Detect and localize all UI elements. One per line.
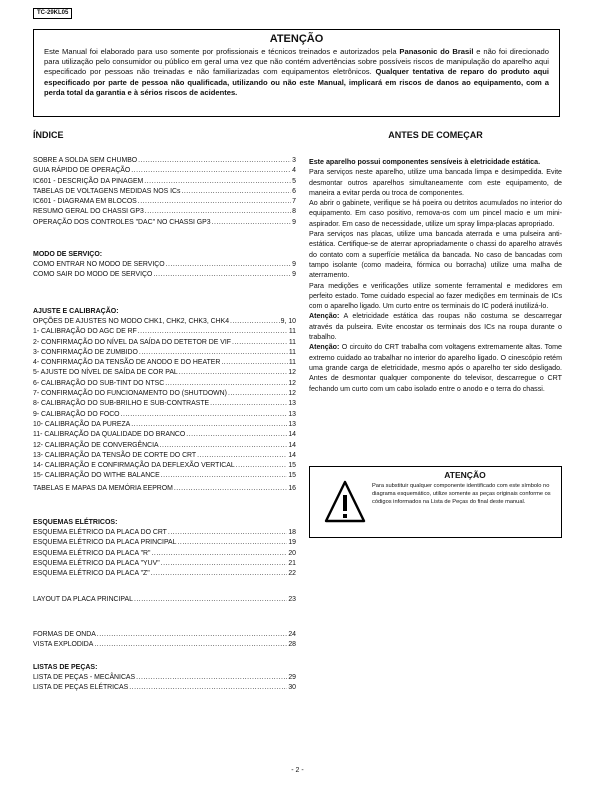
- warning-bold: Qualquer tentativa de reparo do produto aqui especificado por parte de pessoa não qualificada, utilizando ou não este Manual, implicará em riscos de danos ao equipamento, com a perda total da garantia e à sérios riscos de acidentes.: [44, 67, 550, 97]
- toc-group-general: [33, 156, 296, 228]
- toc-entry: [33, 420, 296, 430]
- toc-entry-title: 12- CALIBRAÇÃO DE CONVERGÊNCIA: [33, 441, 159, 449]
- toc-entry: [33, 187, 296, 197]
- toc-leader-dots: [161, 559, 288, 569]
- toc-entry-page: 11: [288, 328, 296, 336]
- toc-entry-page: 24: [288, 631, 296, 638]
- toc-entry-title: TABELAS DE VOLTAGENS MEDIDAS NOS ICs: [33, 187, 181, 195]
- toc-entry: [33, 471, 296, 481]
- toc-entry-page: 11: [288, 359, 296, 367]
- toc-entry-title: RESUMO GERAL DO CHASSI GP3: [33, 208, 144, 216]
- toc-entry: [33, 270, 296, 280]
- toc-heading-parts: LISTAS DE PEÇAS:: [33, 664, 98, 671]
- toc-leader-dots: [186, 430, 287, 440]
- toc-entry-title: ESQUEMA ELÉTRICO DA PLACA "YUV": [33, 559, 160, 567]
- toc-leader-dots: [153, 270, 291, 280]
- toc-entry-title: ESQUEMA ELÉTRICO DA PLACA "R": [33, 549, 151, 557]
- toc-leader-dots: [144, 177, 291, 187]
- antes-paragraph-1: Para serviços neste aparelho, utilize uma bancada limpa e desimpedida. Evite desmontar outros aparelhos simultaneamente com este equipamento, de maneira a evitar perda ou troca de componentes.: [309, 168, 562, 197]
- toc-entry-page: 4: [292, 167, 296, 175]
- index-title: ÍNDICE: [33, 130, 64, 140]
- toc-entry-page: 29: [288, 674, 296, 681]
- antes-paragraph-3: Para serviços nas placas, utilize uma bancada aterrada e uma pulseira anti-estática. Certifique-se de aterrar apropriadamente o chassi do aparelho através do contato com a superfície metálica da bancada. No caso de bancadas com tampo isolante (como madeira, fórmica ou borracha) utilize uma malha de aterramento.: [309, 230, 562, 280]
- toc-entry: [33, 207, 296, 217]
- toc-entry-title: 11- CALIBRAÇÃO DA QUALIDADE DO BRANCO: [33, 431, 186, 439]
- toc-entry: [33, 484, 296, 494]
- toc-entry-title: 15- CALIBRAÇÃO DO WITHE BALANCE: [33, 472, 160, 480]
- toc-leader-dots: [221, 358, 287, 368]
- toc-entry-title: 2- CONFIRMAÇÃO DO NÍVEL DA SAÍDA DO DETETOR DE VIF: [33, 338, 231, 346]
- toc-leader-dots: [168, 528, 287, 538]
- toc-group-tables: [33, 484, 296, 494]
- toc-leader-dots: [151, 569, 288, 579]
- toc-entry-page: 11: [288, 348, 296, 356]
- toc-entry-page: 28: [288, 641, 296, 649]
- toc-entry-page: 15: [288, 462, 296, 470]
- toc-entry-page: 7: [292, 198, 296, 206]
- toc-entry-title: VISTA EXPLODIDA: [33, 641, 94, 649]
- toc-leader-dots: [174, 484, 287, 494]
- toc-entry-title: IC601 - DESCRIÇÃO DA PINAGEM: [33, 177, 144, 185]
- toc-leader-dots: [94, 640, 287, 650]
- toc-entry-title: 3- CONFIRMAÇÃO DE ZUMBIDO: [33, 348, 138, 356]
- toc-entry: [33, 177, 296, 187]
- toc-entry: [33, 399, 296, 409]
- antes-label-5: Atenção:: [309, 312, 340, 321]
- toc-leader-dots: [138, 327, 288, 337]
- toc-heading-schematics: ESQUEMAS ELÉTRICOS:: [33, 519, 118, 526]
- toc-entry-page: 13: [288, 420, 296, 428]
- toc-entry-page: 16: [288, 485, 296, 492]
- toc-group-service: [33, 250, 296, 281]
- toc-entry-title: COMO ENTRAR NO MODO DE SERVIÇO: [33, 261, 165, 268]
- toc-entry-page: 9: [292, 271, 296, 279]
- toc-entry-page: 30: [288, 684, 296, 692]
- page-number: - 2 -: [291, 767, 304, 774]
- toc-leader-dots: [145, 207, 291, 217]
- toc-entry-title: 1- CALIBRAÇÃO DO AGC DE RF: [33, 328, 137, 336]
- toc-entry: [33, 559, 296, 569]
- warning-brand: Panasonic do Brasil: [399, 47, 474, 56]
- toc-entry-page: 11: [288, 338, 296, 346]
- toc-entry-page: 15: [288, 472, 296, 480]
- toc-entry: [33, 358, 296, 368]
- antes-label-6: Atenção:: [309, 343, 340, 352]
- toc-heading-service: MODO DE SERVIÇO:: [33, 251, 103, 258]
- toc-entry-title: ESQUEMA ELÉTRICO DA PLACA DO CRT: [33, 529, 167, 536]
- toc-entry-title: LISTA DE PEÇAS ELÉTRICAS: [33, 684, 129, 692]
- toc-entry-page: 14: [288, 431, 296, 439]
- toc-entry-page: 3: [292, 157, 296, 164]
- toc-entry-title: IC601 - DIAGRAMA EM BLOCOS: [33, 198, 137, 206]
- toc-entry-title: ESQUEMA ELÉTRICO DA PLACA "Z": [33, 570, 150, 578]
- toc-group-adjust: [33, 307, 296, 482]
- toc-entry: [33, 673, 296, 683]
- toc-entry-title: 4- CONFIRMAÇÃO DA TENSÃO DE ANODO E DO HEATER: [33, 359, 221, 367]
- toc-entry-page: 13: [288, 400, 296, 408]
- toc-entry: [33, 569, 296, 579]
- toc-entry-page: 9: [292, 218, 296, 226]
- toc-leader-dots: [129, 683, 287, 693]
- toc-entry-title: 5- AJUSTE DO NÍVEL DE SAÍDA DE COR PAL: [33, 369, 178, 377]
- toc-entry-title: TABELAS E MAPAS DA MEMÓRIA EEPROM: [33, 485, 173, 492]
- toc-entry-title: OPERAÇÃO DOS CONTROLES "DAC" NO CHASSI GP3: [33, 218, 211, 226]
- toc-leader-dots: [121, 410, 288, 420]
- toc-entry-title: 9- CALIBRAÇÃO DO FOCO: [33, 410, 120, 418]
- toc-entry-title: COMO SAIR DO MODO DE SERVIÇO: [33, 271, 153, 279]
- toc-entry-title: 10- CALIBRAÇÃO DA PUREZA: [33, 420, 131, 428]
- toc-entry-page: 23: [288, 596, 296, 603]
- toc-entry: [33, 368, 296, 378]
- index-column: [33, 130, 296, 692]
- toc-entry: [33, 410, 296, 420]
- toc-leader-dots: [160, 441, 288, 451]
- toc-entry: [33, 348, 296, 358]
- toc-entry: [33, 549, 296, 559]
- toc-entry: [33, 595, 296, 605]
- toc-entry: [33, 461, 296, 471]
- toc-leader-dots: [151, 549, 287, 559]
- toc-entry-title: LISTA DE PEÇAS - MECÂNICAS: [33, 674, 136, 681]
- before-start-title: ANTES DE COMEÇAR: [388, 130, 483, 140]
- attention-text: Para substituir qualquer componente identificado com este símbolo no diagrama esquemático, utilize somente as peças originais conforme os códigos informados na Lista de Peças do final deste manual.: [372, 483, 551, 505]
- toc-leader-dots: [179, 368, 288, 378]
- toc-leader-dots: [181, 187, 291, 197]
- toc-entry-title: LAYOUT DA PLACA PRINCIPAL: [33, 596, 133, 603]
- attention-box: [309, 466, 562, 538]
- antes-paragraph-5: [309, 311, 562, 342]
- toc-entry-page: 21: [288, 559, 296, 567]
- toc-entry: [33, 327, 296, 337]
- toc-entry: [33, 218, 296, 228]
- toc-entry: [33, 430, 296, 440]
- toc-leader-dots: [210, 399, 287, 409]
- toc-entry-title: OPÇÕES DE AJUSTES NO MODO CHK1, CHK2, CHK3, CHK4: [33, 318, 230, 325]
- toc-entry: [33, 640, 296, 650]
- toc-group-parts: [33, 663, 296, 694]
- toc-entry: [33, 389, 296, 399]
- toc-entry: [33, 451, 296, 461]
- toc-entry: [33, 338, 296, 348]
- toc-leader-dots: [228, 389, 287, 399]
- toc-leader-dots: [138, 197, 291, 207]
- toc-entry-page: 18: [288, 529, 296, 536]
- toc-entry: [33, 197, 296, 207]
- toc-entry-title: 6- CALIBRAÇÃO DO SUB-TINT DO NTSC: [33, 379, 165, 387]
- toc-entry: [33, 528, 296, 538]
- toc-entry: [33, 630, 296, 640]
- toc-leader-dots: [236, 461, 288, 471]
- toc-heading-adjust: AJUSTE E CALIBRAÇÃO:: [33, 308, 119, 315]
- toc-entry-title: 14- CALIBRAÇÃO E CONFIRMAÇÃO DA DEFLEXÃO VERTICAL: [33, 462, 235, 470]
- toc-entry: [33, 441, 296, 451]
- antes-paragraph-4: Para medições e verificações utilize somente ferramental e medidores em perfeito estado. Tome cuidado especial ao fazer medições em terminais de ICs com o aparelho ligado. Um curto entre os terminais do IC poderá inutilizá-lo.: [309, 281, 562, 311]
- toc-entry-page: 20: [288, 549, 296, 557]
- before-start-text: [309, 157, 562, 394]
- warning-title: ATENÇÃO: [269, 33, 324, 45]
- toc-entry-page: 19: [288, 539, 296, 547]
- toc-entry-title: GUIA RÁPIDO DE OPERAÇÃO: [33, 167, 131, 175]
- toc-leader-dots: [131, 420, 287, 430]
- toc-entry-title: SOBRE A SOLDA SEM CHUMBO: [33, 157, 138, 164]
- attention-title: ATENÇÃO: [444, 470, 486, 480]
- toc-entry: [33, 156, 296, 166]
- toc-entry: [33, 317, 296, 327]
- toc-entry-page: 12: [288, 390, 296, 398]
- toc-entry: [33, 166, 296, 176]
- toc-leader-dots: [230, 317, 280, 327]
- toc-entry-title: 8- CALIBRAÇÃO DO SUB-BRILHO E SUB-CONTRASTE: [33, 400, 210, 408]
- toc-leader-dots: [177, 538, 287, 548]
- toc-entry-page: 14: [288, 451, 296, 459]
- toc-group-layout: [33, 595, 296, 605]
- toc-leader-dots: [161, 471, 288, 481]
- toc-leader-dots: [165, 379, 287, 389]
- toc-entry-title: 7- CONFIRMAÇÃO DO FUNCIONAMENTO DO (SHUTDOWN): [33, 390, 227, 398]
- antes-text-5: A eletricidade estática das roupas não costuma se descarregar através da pulseira. Evite encostar os terminais dos ICs na roupa durante o trabalho.: [309, 312, 562, 342]
- toc-entry-page: 6: [292, 187, 296, 195]
- toc-group-waves: [33, 630, 296, 651]
- toc-entry-page: 12: [288, 369, 296, 377]
- toc-leader-dots: [97, 630, 288, 640]
- toc-leader-dots: [232, 338, 288, 348]
- toc-leader-dots: [166, 260, 292, 270]
- toc-leader-dots: [131, 166, 291, 176]
- antes-paragraph-2: Ao abrir o gabinete, verifique se há poeira ou detritos acumulados no interior do equipamento. Em caso positivo, remova-os com um pincel macio e um mini-aspirador. Em caso de necessidade, utilize um spray limpa-placas apropriado.: [309, 199, 562, 228]
- antes-text-6: O circuito do CRT trabalha com voltagens extremamente altas. Tome extremo cuidado ao trabalhar no interior do aparelho ligado. O cinescópio retém uma grande carga de eletricidade, mesmo após o aparelho ter sido desligado. Antes de desmontar qualquer componente do televisor, descarregue o CRT fechando um curto com um cabo isolado entre o anodo e o terra do chassi.: [309, 343, 562, 393]
- toc-entry-page: 9, 10: [280, 318, 296, 325]
- toc-leader-dots: [212, 218, 292, 228]
- warning-triangle-icon: [324, 479, 366, 525]
- toc-entry: [33, 683, 296, 693]
- toc-leader-dots: [138, 156, 291, 166]
- toc-entry: [33, 379, 296, 389]
- toc-entry-page: 5: [292, 177, 296, 185]
- toc-leader-dots: [139, 348, 288, 358]
- toc-entry: [33, 260, 296, 270]
- warning-box: [33, 29, 560, 117]
- toc-entry-page: 22: [288, 570, 296, 578]
- toc-entry-title: FORMAS DE ONDA: [33, 631, 96, 638]
- model-label: TC-29KL05: [33, 8, 72, 19]
- toc-entry-page: 14: [288, 441, 296, 449]
- warning-part1: Este Manual foi elaborado para uso somente por profissionais e técnicos treinados e autorizados pela: [44, 47, 400, 56]
- toc-entry-title: 13- CALIBRAÇÃO DA TENSÃO DE CORTE DO CRT: [33, 451, 197, 459]
- before-start-column: [309, 130, 562, 505]
- toc-entry-page: 9: [292, 261, 296, 268]
- toc-leader-dots: [134, 595, 287, 605]
- toc-entry: [33, 538, 296, 548]
- warning-part2: e não foi direcionado para utilização pelo consumidor ou público em geral uma vez que não contém advertências sobre possíveis riscos de manipulação do aparelho aqui especificado por pessoas não treinadas e não familiarizadas com equipamentos eletrônicos.: [44, 47, 549, 77]
- toc-leader-dots: [136, 673, 287, 683]
- toc-entry-page: 13: [288, 410, 296, 418]
- toc-leader-dots: [197, 451, 287, 461]
- antes-paragraph-6: [309, 342, 562, 393]
- warning-text: [44, 47, 549, 98]
- toc-entry-page: 12: [288, 379, 296, 387]
- toc-group-schematics: [33, 518, 296, 579]
- toc-entry-page: 8: [292, 208, 296, 216]
- antes-intro: Este aparelho possui componentes sensíveis à eletricidade estática.: [309, 158, 541, 166]
- toc-entry-title: ESQUEMA ELÉTRICO DA PLACA PRINCIPAL: [33, 539, 177, 547]
